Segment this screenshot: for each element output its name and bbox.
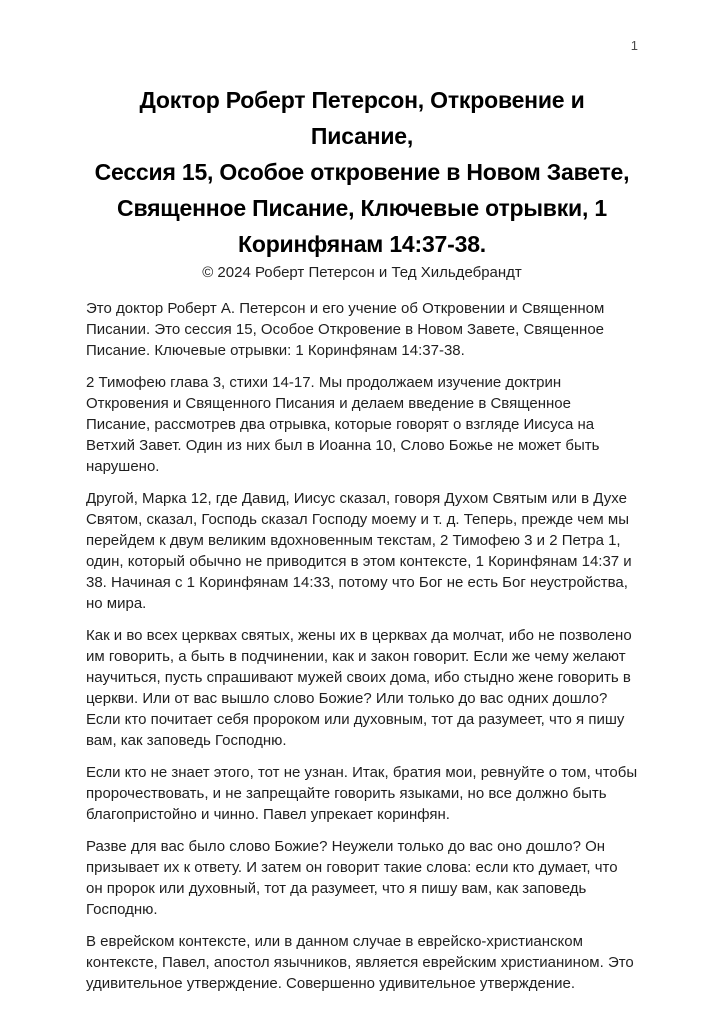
document-title xyxy=(86,82,638,262)
page-number: 1 xyxy=(630,38,638,53)
title-line: Доктор Роберт Петерсон, Откровение и Писание, xyxy=(139,87,585,149)
title-line: Сессия 15, Особое откровение в Новом Завете, xyxy=(94,159,630,185)
paragraph: Если кто не знает этого, тот не узнан. Итак, братия мои, ревнуйте о том, чтобы пророчествовать, и не запрещайте говорить языками, но все должно быть благопристойно и чинно. Павел упрекает коринфян. xyxy=(86,764,638,823)
paragraph: Это доктор Роберт А. Петерсон и его учение об Откровении и Священном Писании. Это сессия 15, Особое Откровение в Новом Завете, Священное Писание. Ключевые отрывки: 1 Коринфянам 14:37-38. xyxy=(86,300,605,359)
paragraph: 2 Тимофею глава 3, стихи 14-17. Мы продолжаем изучение доктрин Откровения и Священного Писания и делаем введение в Священное Писание, рассмотрев два отрывка, которые говорят о взгляде Иисуса на Ветхий Завет. Один из них был в Иоанна 10, Слово Божье не может быть нарушено. xyxy=(86,374,600,475)
paragraph: Как и во всех церквах святых, жены их в церквах да молчат, ибо не позволено им говорить, а быть в подчинении, как и закон говорит. Если же чему желают научиться, пусть спрашивают мужей своих дома, ибо стыдно жене говорить в церкви. Или от вас вышло слово Божие? Или только до вас одних дошло? Если кто почитает себя пророком или духовным, тот да разумеет, что я пишу вам, как заповедь Господню. xyxy=(86,627,632,749)
paragraph: Другой, Марка 12, где Давид, Иисус сказал, говоря Духом Святым или в Духе Святом, сказал, Господь сказал Господу моему и т. д. Теперь, прежде чем мы перейдем к двум великим вдохновенным текстам, 2 Тимофею 3 и 2 Петра 1, один, который обычно не приводится в этом контексте, 1 Коринфянам 14:37 и 38. Начиная с 1 Коринфянам 14:33, потому что Бог не есть Бог неустройства, но мира. xyxy=(86,490,632,612)
title-line: Коринфянам 14:37-38. xyxy=(238,231,486,257)
paragraph: Разве для вас было слово Божие? Неужели только до вас оно дошло? Он призывает их к ответу. И затем он говорит такие слова: если кто думает, что он пророк или духовный, тот да разумеет, что я пишу вам, как заповедь Господню. xyxy=(86,838,618,918)
paragraph: В еврейском контексте, или в данном случае в еврейско-христианском контексте, Павел, апостол язычников, является еврейским христианином. Это удивительное утверждение. Совершенно удивительное утверждение. xyxy=(86,933,634,992)
copyright-line: © 2024 Роберт Петерсон и Тед Хильдебрандт xyxy=(202,264,522,281)
body-text xyxy=(86,298,638,994)
title-line: Священное Писание, Ключевые отрывки, 1 xyxy=(117,195,607,221)
page-content xyxy=(86,82,638,1005)
